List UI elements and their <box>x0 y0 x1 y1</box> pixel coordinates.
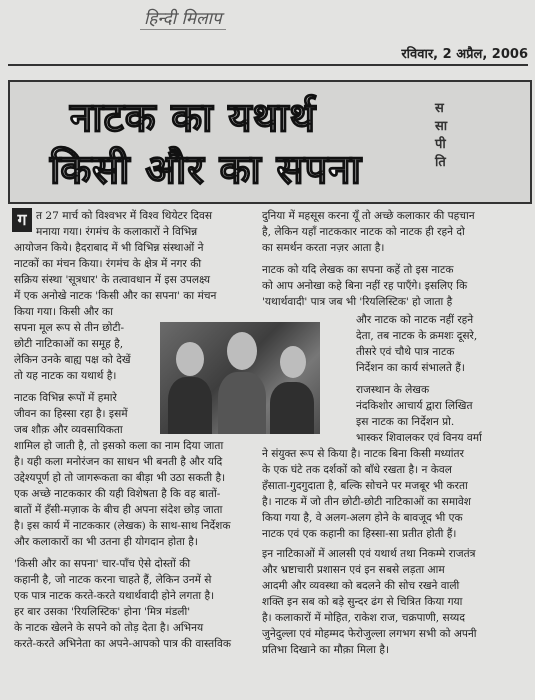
face-3 <box>280 346 306 378</box>
body-text-line: है। इस कार्य में नाटककार (लेखक) के साथ-साथ निर्देशक <box>14 520 231 532</box>
body-text-line: नंदकिशोर आचार्य द्वारा लिखित <box>356 400 473 412</box>
body-text-line: में एक अनोखे नाटक 'किसी और का सपना' का मंचन <box>14 290 217 302</box>
body-text-line: नाटक एवं एक कहानी का हिस्सा-सा प्रतीत होती हैं। <box>262 528 457 540</box>
body-text-line: इन नाटिकाओं में आलसी एवं यथार्थ तथा निकम्मे राजतंत्र <box>262 548 476 560</box>
body-text-line: शक्ति इन सब को बड़े सुन्दर ढंग से चित्रित किया गया <box>262 596 463 608</box>
body-text-line: एक अच्छे नाटककार की यही विशेषता है कि वह बातों- <box>14 488 221 500</box>
body-text-line: आयोजन किये। हैदराबाद में भी विभिन्न संस्थाओं ने <box>14 242 204 254</box>
body-text-line: कहानी है, जो नाटक करना चाहते हैं, लेकिन उनमें से <box>14 574 212 586</box>
body-text-line: दुनिया में महसूस करना यूँ तो अच्छे कलाकार की पहचान <box>262 210 475 222</box>
body-text-line: किया गया है, वे अलग-अलग होने के बावजूद भी एक <box>262 512 463 524</box>
deco-char: सा <box>435 119 448 134</box>
body-text-line: तीसरे एवं चौथे पात्र नाटक <box>356 346 455 358</box>
body-text-line: तो यह नाटक का यथार्थ है। <box>14 370 117 382</box>
deco-char: स <box>435 101 444 116</box>
body-text-line: उद्देश्यपूर्ण हो तो जागरूकता का बीड़ा भी उठा सकती है। <box>14 472 226 484</box>
deco-char: पी <box>435 137 446 152</box>
body-text-line: सपना मूल रूप से तीन छोटी- <box>14 322 125 334</box>
drop-cap: ग <box>12 208 32 232</box>
body-text-line: लेकिन उनके बाह्य पक्ष को देखें <box>14 354 131 366</box>
headline-line-2: किसी और का सपना <box>50 147 362 193</box>
person-3 <box>270 382 314 434</box>
body-text-line: 'यथार्थवादी' पात्र जब भी 'रियलिस्टिक' हो जाता है <box>262 296 453 308</box>
body-text-line: है। कलाकारों में मोहित, राकेश राज, चक्रपाणी, सय्यद <box>262 612 465 624</box>
body-text-line: देता, तब नाटक के क्रमशः दूसरे, <box>356 330 478 342</box>
body-text-line: जब शौक़ और व्यवसायिकता <box>14 424 123 436</box>
body-text-line: इस नाटक का निर्देशन प्रो. <box>356 416 455 428</box>
body-text-line: करते-करते अभिनेता का अपने-आपको पात्र की वास्तविक <box>14 638 231 650</box>
body-text-line: और भ्रष्टाचारी प्रशासन एवं इन सबसे लड़ता आम <box>262 564 445 576</box>
body-text-line: हँसाता-गुदगुदाता है, बल्कि सोचने पर मजबूर भी करता <box>262 480 468 492</box>
face-1 <box>176 342 204 376</box>
body-text-line: छोटी नाटिकाओं का समूह है, <box>14 338 124 350</box>
face-2 <box>227 332 257 370</box>
body-text-line: मनाया गया। रंगमंच के कलाकारों ने विभिन्न <box>36 226 198 238</box>
body-text-line: है। नाटक में जो तीन छोटी-छोटी नाटिकाओं का समावेश <box>262 496 471 508</box>
body-text-line: राजस्थान के लेखक <box>356 384 430 396</box>
body-text-line: जुनेदुल्ला एवं मोहम्मद फेरोजुल्ला लगभग सभी को अपनी <box>262 628 477 640</box>
body-text-line: और कलाकारों का भी उतना ही योगदान होता है। <box>14 536 198 548</box>
person-1 <box>168 377 212 434</box>
body-text-line: निर्देशन का कार्य संभालते हैं। <box>356 362 465 374</box>
body-text-line: एक पात्र नाटक करते-करते यथार्थवादी होने लगता है। <box>14 590 215 602</box>
body-text-line: हर बार उसका 'रियलिस्टिक' होना 'मित्र मंडली' <box>14 606 191 618</box>
body-text-line: भास्कर शिवालकर एवं विनय वर्मा <box>356 432 482 444</box>
cast-photo <box>160 322 320 434</box>
deco-char: ति <box>435 155 446 170</box>
body-text-line: सक्रिय संस्था 'सूत्रधार' के तत्वावधान में इस उपलक्ष्य <box>14 274 210 286</box>
header-rule <box>8 64 528 66</box>
body-text-line: और नाटक को नाटक नहीं रहने <box>356 314 474 326</box>
person-2 <box>218 372 266 434</box>
body-text-line: है। यही कला मनोरंजन का साधन भी बनती है और यदि <box>14 456 223 468</box>
body-text-line: है, लेकिन यहाँ नाटककार नाटक को नाटक ही रहने दो <box>262 226 465 238</box>
body-text-line: का समर्थन करता नज़र आता है। <box>262 242 385 254</box>
body-text-line: नाटक को यदि लेखक का सपना कहें तो इस नाटक <box>262 264 454 276</box>
body-text-line: ने संयुक्त रूप से किया है। नाटक बिना किसी मध्यांतर <box>262 448 464 460</box>
body-text-line: के नाटक खेलने के सपने को तोड़ देता है। अभिनय <box>14 622 204 634</box>
body-text-line: शामिल हो जाती है, तो इसको कला का नाम दिया जाता <box>14 440 224 452</box>
body-text-line: आदमी और व्यवस्था को बदलने की सोच रखने वाली <box>262 580 460 592</box>
headline-box <box>8 80 532 204</box>
body-text-line: बातों में हँसी-मज़ाक के बीच ही अपना संदेश छोड़ जाता <box>14 504 223 516</box>
body-text-line: त 27 मार्च को विश्वभर में विश्व थियेटर दिवस <box>36 210 213 222</box>
handwritten-note: हिन्दी मिलाप <box>140 6 226 30</box>
headline-line-1: नाटक का यथार्थ <box>70 95 317 141</box>
body-text-line: के एक घंटे तक दर्शकों को बाँधे रखता है। न केवल <box>262 464 452 476</box>
body-text-line: प्रतिभा दिखाने का मौक़ा मिला है। <box>262 644 389 656</box>
decorative-vertical-text <box>435 100 447 172</box>
body-text-line: नाटकों का मंचन किया। रंगमंच के क्षेत्र में नगर की <box>14 258 202 270</box>
body-text-line: जीवन का हिस्सा रहा है। इसमें <box>14 408 128 420</box>
body-text-line: 'किसी और का सपना' चार-पाँच ऐसे दोस्तों की <box>14 558 191 570</box>
body-text-line: नाटक विभिन्न रूपों में हमारे <box>14 392 117 404</box>
body-text-line: को आप अनोखा कहे बिना नहीं रह पाएँगे। इसलिए कि <box>262 280 468 292</box>
dateline: रविवार, 2 अप्रैल, 2006 <box>401 47 528 62</box>
body-text-line: किया गया। किसी और का <box>14 306 113 318</box>
